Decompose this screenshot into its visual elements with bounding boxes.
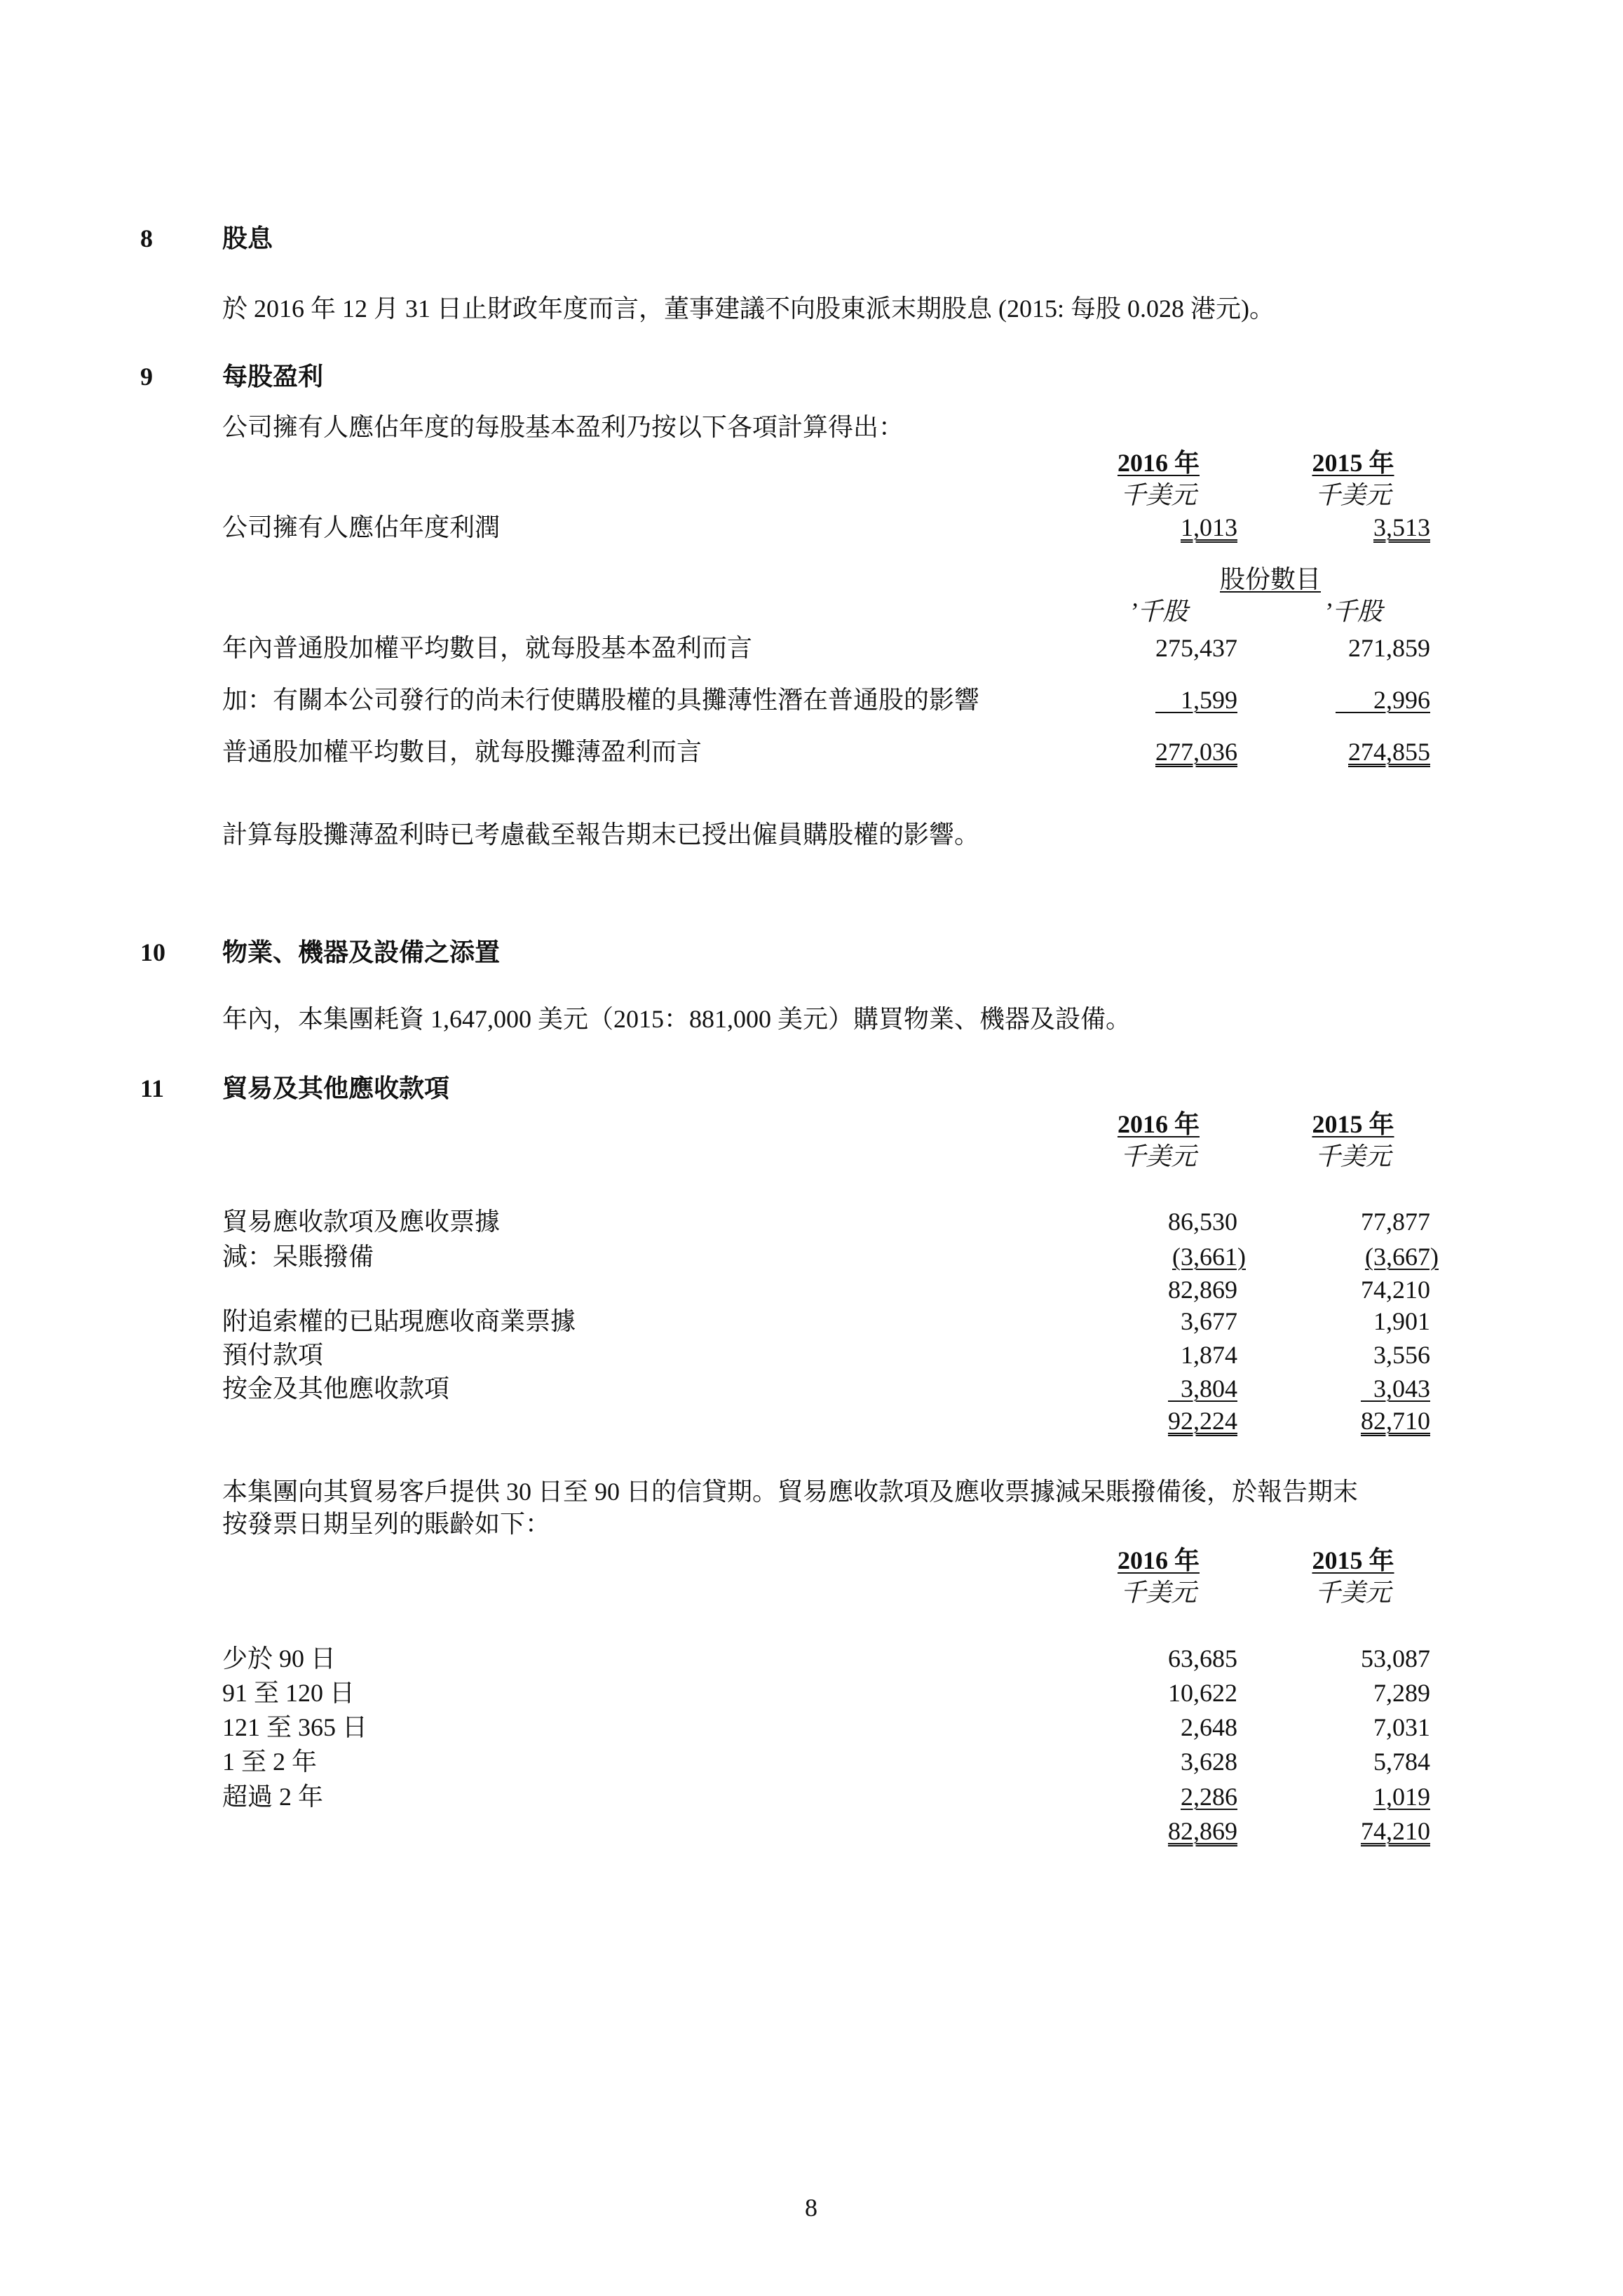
section-10-text: 年內，本集團耗資 1,647,000 美元（2015：881,000 美元）購買物業、機器及設備。 <box>222 1005 1132 1033</box>
s9-profit-label: 公司擁有人應佔年度利潤 <box>222 513 501 541</box>
aging-row-label: 121 至 365 日 <box>222 1713 368 1741</box>
section-8-text: 於 2016 年 12 月 31 日止財政年度而言，董事建議不向股東派末期股息 (2015: 每股 0.028 港元)。 <box>222 295 1275 323</box>
s11-row-value-2016: 3,677 <box>1181 1307 1237 1335</box>
s11-unit-2015: 千美元 <box>1315 1142 1391 1170</box>
aging-row-label: 1 至 2 年 <box>222 1748 318 1776</box>
s11-aging-unit-2016: 千美元 <box>1120 1579 1197 1607</box>
s11-row-label: 按金及其他應收款項 <box>222 1375 450 1403</box>
s11-row-label: 附追索權的已貼現應收商業票據 <box>222 1307 576 1335</box>
aging-row-value-2016: 2,648 <box>1181 1713 1237 1741</box>
s11-row-value-2015: 3,556 <box>1373 1341 1430 1369</box>
s11-row-label: 貿易應收款項及應收票據 <box>222 1208 501 1236</box>
s9-shares-unit-2016: ’千股 <box>1129 597 1188 626</box>
s11-paragraph-line-1: 本集團向其貿易客戶提供 30 日至 90 日的信貸期。貿易應收款項及應收票據減呆賬撥備後，於報告期末 <box>222 1478 1359 1506</box>
s11-total-2016: 92,224 <box>1168 1407 1237 1435</box>
s9-profit-2016: 1,013 <box>1181 513 1237 541</box>
s11-total-2015: 82,710 <box>1361 1407 1430 1435</box>
s9-row-value-2016: 275,437 <box>1155 634 1237 662</box>
aging-row-value-2015: 53,087 <box>1361 1645 1430 1673</box>
s11-row-value-2015: 3,043 <box>1373 1375 1430 1403</box>
s9-row-value-2015: 274,855 <box>1348 738 1430 766</box>
aging-row-value-2015: 7,031 <box>1373 1713 1430 1741</box>
s9-row-value-2015: 271,859 <box>1348 634 1430 662</box>
s9-row-value-2016: 277,036 <box>1155 738 1237 766</box>
s11-paragraph-line-2: 按發票日期呈列的賬齡如下： <box>222 1510 551 1538</box>
s9-year-2015: 2015 年 <box>1312 449 1394 477</box>
s11-row-value-2016: 1,874 <box>1181 1341 1237 1369</box>
section-8-number: 8 <box>140 224 153 252</box>
s11-row-value-2016: 3,804 <box>1181 1375 1237 1403</box>
s9-note: 計算每股攤薄盈利時已考慮截至報告期末已授出僱員購股權的影響。 <box>222 821 980 849</box>
s9-unit-2015: 千美元 <box>1315 481 1391 509</box>
s11-row-label: 減：呆賬撥備 <box>222 1243 374 1271</box>
aging-total-2015: 74,210 <box>1361 1817 1430 1845</box>
section-10-number: 10 <box>140 938 165 966</box>
page-number: 8 <box>805 2194 817 2222</box>
s9-shares-header: 股份數目 <box>1220 565 1322 593</box>
s11-subtotal-2016: 82,869 <box>1168 1276 1237 1304</box>
aging-row-value-2016: 63,685 <box>1168 1645 1237 1673</box>
section-9-title: 每股盈利 <box>222 363 324 391</box>
s9-year-2016: 2016 年 <box>1117 449 1200 477</box>
aging-row-value-2016: 10,622 <box>1168 1679 1237 1707</box>
s11-row-value-2016: (3,661) <box>1172 1243 1246 1271</box>
section-8-title: 股息 <box>222 224 273 252</box>
s11-aging-unit-2015: 千美元 <box>1315 1579 1391 1607</box>
s9-unit-2016: 千美元 <box>1120 481 1197 509</box>
s11-row-value-2015: (3,667) <box>1365 1243 1439 1271</box>
s9-row-label: 加：有關本公司發行的尚未行使購股權的具攤薄性潛在普通股的影響 <box>222 686 980 714</box>
s11-row-label: 預付款項 <box>222 1341 324 1369</box>
aging-row-value-2016: 2,286 <box>1181 1783 1237 1811</box>
s9-row-value-2015: 2,996 <box>1373 686 1430 714</box>
aging-row-value-2015: 5,784 <box>1373 1748 1430 1776</box>
s11-row-value-2015: 77,877 <box>1361 1208 1430 1236</box>
s9-row-label: 普通股加權平均數目，就每股攤薄盈利而言 <box>222 738 702 766</box>
s11-year-2016: 2016 年 <box>1117 1110 1200 1138</box>
aging-row-value-2016: 3,628 <box>1181 1748 1237 1776</box>
section-11-title: 貿易及其他應收款項 <box>222 1074 450 1102</box>
s11-row-value-2015: 1,901 <box>1373 1307 1430 1335</box>
aging-row-value-2015: 1,019 <box>1373 1783 1430 1811</box>
s9-row-value-2016: 1,599 <box>1181 686 1237 714</box>
section-10-title: 物業、機器及設備之添置 <box>222 938 501 966</box>
section-9-number: 9 <box>140 363 153 391</box>
aging-total-2016: 82,869 <box>1168 1817 1237 1845</box>
s11-unit-2016: 千美元 <box>1120 1142 1197 1170</box>
aging-row-value-2015: 7,289 <box>1373 1679 1430 1707</box>
section-11-number: 11 <box>140 1074 165 1102</box>
s11-subtotal-2015: 74,210 <box>1361 1276 1430 1304</box>
s9-profit-2015: 3,513 <box>1373 513 1430 541</box>
aging-row-label: 少於 90 日 <box>222 1645 337 1673</box>
s9-shares-unit-2015: ’千股 <box>1324 597 1383 626</box>
aging-row-label: 91 至 120 日 <box>222 1679 355 1707</box>
aging-row-label: 超過 2 年 <box>222 1783 324 1811</box>
s11-aging-year-2016: 2016 年 <box>1117 1546 1200 1574</box>
s11-year-2015: 2015 年 <box>1312 1110 1394 1138</box>
s9-row-label: 年內普通股加權平均數目，就每股基本盈利而言 <box>222 634 753 662</box>
s11-aging-year-2015: 2015 年 <box>1312 1546 1394 1574</box>
section-9-intro: 公司擁有人應佔年度的每股基本盈利乃按以下各項計算得出： <box>222 413 904 441</box>
s11-row-value-2016: 86,530 <box>1168 1208 1237 1236</box>
